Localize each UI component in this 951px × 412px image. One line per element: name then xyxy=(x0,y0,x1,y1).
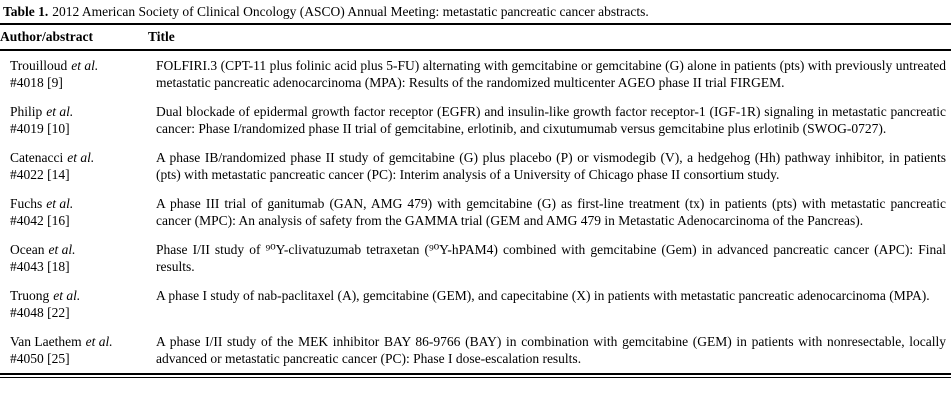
etal-label: et al. xyxy=(48,242,76,257)
table-caption xyxy=(0,3,951,23)
author-name: Philip xyxy=(10,104,43,119)
abstract-ref: #4022 [14] xyxy=(10,167,70,182)
author-abstract-cell xyxy=(0,189,148,235)
author-name: Ocean xyxy=(10,242,45,257)
title-cell: A phase IB/randomized phase II study of gemcitabine (G) plus placebo (P) or vismodegib (V), a hedgehog (Hh) pathway inhibitor, in patients (pts) with metastatic pancreatic cancer (PC): Interim analysis of a University of Chicago phase II consortium study. xyxy=(156,150,946,182)
table-body xyxy=(0,50,951,374)
table-row xyxy=(0,143,951,189)
abstract-ref: #4048 [22] xyxy=(10,305,70,320)
abstract-ref: #4043 [18] xyxy=(10,259,70,274)
author-abstract-cell xyxy=(0,327,148,374)
author-abstract-cell xyxy=(0,50,148,97)
table-bottom-rule xyxy=(0,377,951,378)
title-cell: Dual blockade of epidermal growth factor receptor (EGFR) and insulin-like growth factor receptor-1 (IGF-1R) signaling in metastatic pancreatic cancer: Phase I/randomized phase II trial of gemcitabine, erlotinib, and cixutumumab versus gemcitabine plus erlotinib (SWOG-0727). xyxy=(156,104,946,136)
author-name: Catenacci xyxy=(10,150,64,165)
header-row xyxy=(0,24,951,50)
title-cell: A phase I study of nab-paclitaxel (A), gemcitabine (GEM), and capecitabine (X) in patients with metastatic pancreatic adenocarcinoma (MPA). xyxy=(156,288,930,303)
etal-label: et al. xyxy=(46,104,74,119)
abstracts-table xyxy=(0,23,951,375)
column-header-author-abstract: Author/abstract xyxy=(0,24,148,50)
table-row xyxy=(0,327,951,374)
table-row xyxy=(0,235,951,281)
table-caption-text: 2012 American Society of Clinical Oncology (ASCO) Annual Meeting: metastatic pancreatic cancer abstracts. xyxy=(52,4,649,19)
title-cell: A phase I/II study of the MEK inhibitor BAY 86-9766 (BAY) in combination with gemcitabine (GEM) in patients with nonresectable, locally advanced or metastatic pancreatic cancer (PC): Phase I dose-escalation results. xyxy=(156,334,946,366)
table-row xyxy=(0,281,951,327)
title-cell: A phase III trial of ganitumab (GAN, AMG 479) with gemcitabine (G) as first-line treatment (tx) in patients (pts) with metastatic pancreatic cancer (MPC): An analysis of safety from the GAMMA trial (GEM and AMG 479 in Metastatic Adenocarcinoma of the Pancreas). xyxy=(156,196,946,228)
author-abstract-cell xyxy=(0,143,148,189)
author-name: Van Laethem xyxy=(10,334,82,349)
abstract-ref: #4042 [16] xyxy=(10,213,70,228)
title-cell: FOLFIRI.3 (CPT-11 plus folinic acid plus 5-FU) alternating with gemcitabine or gemcitabine (G) alone in patients (pts) with previously untreated metastatic pancreatic adenocarcinoma (MPA): Results of the randomized multicenter AGEO phase II trial FIRGEM. xyxy=(156,58,946,90)
author-name: Trouilloud xyxy=(10,58,68,73)
column-header-title: Title xyxy=(148,24,951,50)
etal-label: et al. xyxy=(71,58,99,73)
etal-label: et al. xyxy=(53,288,81,303)
table-row xyxy=(0,50,951,97)
table-row xyxy=(0,97,951,143)
abstract-ref: #4050 [25] xyxy=(10,351,70,366)
etal-label: et al. xyxy=(85,334,113,349)
author-name: Truong xyxy=(10,288,50,303)
etal-label: et al. xyxy=(67,150,95,165)
table-row xyxy=(0,189,951,235)
author-abstract-cell xyxy=(0,97,148,143)
table-caption-label: Table 1. xyxy=(3,4,49,19)
author-name: Fuchs xyxy=(10,196,43,211)
author-abstract-cell xyxy=(0,281,148,327)
table-header xyxy=(0,24,951,50)
author-abstract-cell xyxy=(0,235,148,281)
etal-label: et al. xyxy=(46,196,74,211)
title-cell: Phase I/II study of ⁹⁰Y-clivatuzumab tetraxetan (⁹⁰Y-hPAM4) combined with gemcitabine (Gem) in advanced pancreatic cancer (APC): Final results. xyxy=(156,242,946,274)
abstract-ref: #4018 [9] xyxy=(10,75,63,90)
abstract-ref: #4019 [10] xyxy=(10,121,70,136)
